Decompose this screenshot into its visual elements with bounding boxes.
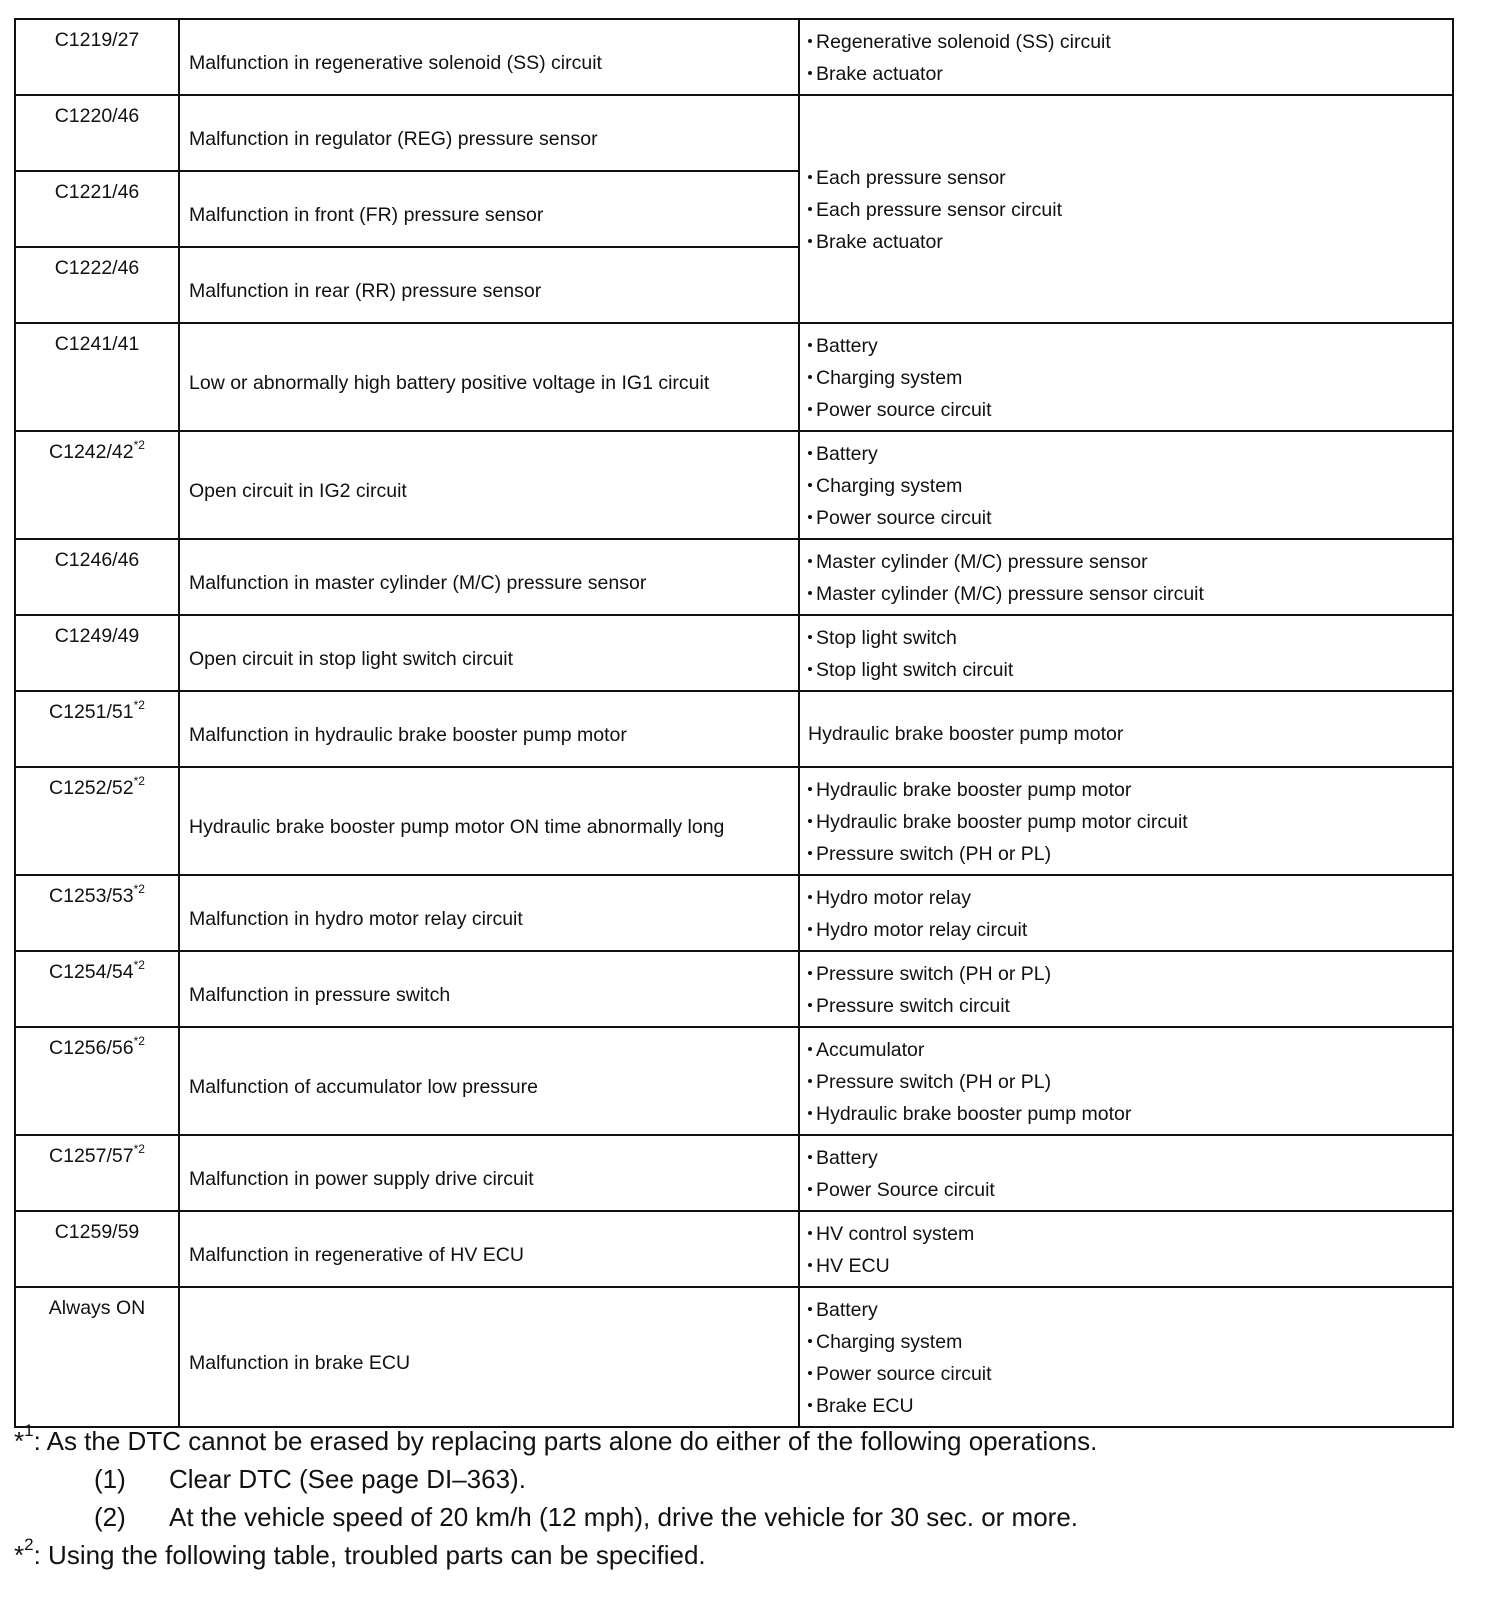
bullet-icon [808,1263,812,1267]
detection-item-cell [179,1027,799,1135]
dtc-code: C1221/46 [54,181,140,203]
footnotes [14,1422,1494,1574]
table-row [15,691,1453,767]
trouble-area-cell [799,19,1453,95]
trouble-area-item [808,470,1452,502]
detection-item: Malfunction in hydraulic brake booster pump motor [189,724,627,746]
trouble-area-text: Each pressure sensor [816,167,1006,189]
dtc-code-cell [15,247,179,323]
footnote-2 [14,1536,1494,1574]
detection-item-cell [179,1135,799,1211]
trouble-area-text: Hydraulic brake booster pump motor [816,1103,1132,1125]
dtc-code-cell [15,615,179,691]
trouble-area-text: Hydraulic brake booster pump motor [808,723,1124,745]
bullet-icon [808,1339,812,1343]
detection-item-cell [179,19,799,95]
bullet-icon [808,1155,812,1159]
trouble-area-text: Power source circuit [816,507,992,529]
bullet-icon [808,1079,812,1083]
trouble-area-text: Hydraulic brake booster pump motor circuit [816,811,1188,833]
bullet-icon [808,895,812,899]
detection-item: Malfunction in power supply drive circuit [189,1168,534,1190]
trouble-area-item [808,226,1452,258]
bullet-icon [808,1111,812,1115]
footnote-step [14,1460,1494,1498]
trouble-area-cell [799,1135,1453,1211]
trouble-area-item [808,578,1452,610]
trouble-area-item [808,1294,1452,1326]
detection-item-cell [179,1287,799,1427]
dtc-code: C1220/46 [54,105,140,127]
trouble-area-item [808,990,1452,1022]
detection-item-cell [179,323,799,431]
trouble-area-item [808,394,1452,426]
dtc-code: C1254/54 [49,961,134,983]
dtc-code-footnote: *2 [133,1033,145,1048]
footnote-1-mark: * [14,1426,25,1456]
trouble-area-text: Regenerative solenoid (SS) circuit [816,31,1111,53]
trouble-area-item [808,622,1452,654]
detection-item: Malfunction in regulator (REG) pressure sensor [189,128,598,150]
trouble-area-item [808,1034,1452,1066]
detection-item: Malfunction of accumulator low pressure [189,1075,538,1098]
table-row [15,539,1453,615]
trouble-area-text: Battery [816,1299,878,1321]
bullet-icon [808,407,812,411]
trouble-area-text: Pressure switch circuit [816,995,1010,1017]
trouble-area-item [808,654,1452,686]
trouble-area-item [808,26,1452,58]
bullet-icon [808,343,812,347]
dtc-code: C1256/56 [49,1037,134,1059]
bullet-icon [808,175,812,179]
table-row [15,19,1453,95]
table-row [15,431,1453,539]
bullet-icon [808,971,812,975]
bullet-icon [808,851,812,855]
trouble-area-cell [799,1211,1453,1287]
trouble-area-item [808,1066,1452,1098]
trouble-area-text: HV ECU [816,1255,890,1277]
bullet-icon [808,1187,812,1191]
detection-item-cell [179,951,799,1027]
bullet-icon [808,635,812,639]
dtc-code-footnote: *2 [133,881,145,896]
trouble-area-item [808,914,1452,946]
dtc-code-cell [15,171,179,247]
bullet-icon [808,927,812,931]
detection-item-cell [179,1211,799,1287]
trouble-area-item [808,162,1452,194]
bullet-icon [808,1307,812,1311]
dtc-code-cell [15,875,179,951]
trouble-area-item [808,1174,1452,1206]
dtc-code: C1252/52 [49,777,134,799]
footnote-step [14,1498,1494,1536]
trouble-area-cell [799,1027,1453,1135]
detection-item-cell [179,615,799,691]
detection-item: Malfunction in front (FR) pressure sensor [189,204,544,226]
detection-item-cell [179,767,799,875]
dtc-table [14,18,1454,1428]
trouble-area-cell [799,1287,1453,1427]
footnote-2-text: : Using the following table, troubled parts can be specified. [33,1540,706,1570]
detection-item-cell [179,247,799,323]
dtc-code: Always ON [48,1297,146,1319]
table-row [15,615,1453,691]
trouble-area-cell [799,691,1453,767]
dtc-code-cell [15,431,179,539]
step-number: (1) [94,1464,126,1494]
bullet-icon [808,1231,812,1235]
dtc-code: C1251/51 [49,701,134,723]
trouble-area-text: Power source circuit [816,1363,992,1385]
dtc-code-cell [15,95,179,171]
trouble-area-text: Stop light switch [816,627,957,649]
trouble-area-item [808,774,1452,806]
trouble-area-item [808,1358,1452,1390]
bullet-icon [808,375,812,379]
dtc-code: C1241/41 [54,333,140,355]
bullet-icon [808,515,812,519]
trouble-area-text: Battery [816,443,878,465]
dtc-code: C1222/46 [54,257,140,279]
trouble-area-item [808,546,1452,578]
trouble-area-text: Pressure switch (PH or PL) [816,843,1052,865]
detection-item-cell [179,539,799,615]
trouble-area-text: Charging system [816,367,963,389]
detection-item: Malfunction in master cylinder (M/C) pressure sensor [189,572,647,594]
trouble-area-text: Brake actuator [816,231,943,253]
detection-item: Hydraulic brake booster pump motor ON time abnormally long [189,815,725,838]
dtc-code: C1257/57 [49,1145,134,1167]
trouble-area-item [808,1142,1452,1174]
footnote-1-sup: 1 [24,1421,34,1441]
trouble-area-text: Brake actuator [816,63,943,85]
table-row [15,951,1453,1027]
dtc-code-cell [15,951,179,1027]
table-row [15,1211,1453,1287]
trouble-area-item [808,882,1452,914]
table-row [15,95,1453,171]
table-row [15,875,1453,951]
bullet-icon [808,451,812,455]
trouble-area-cell [799,615,1453,691]
dtc-code-cell [15,691,179,767]
detection-item-cell [179,431,799,539]
bullet-icon [808,483,812,487]
step-text: At the vehicle speed of 20 km/h (12 mph), drive the vehicle for 30 sec. or more. [169,1502,1078,1532]
trouble-area-text: Each pressure sensor circuit [816,199,1063,221]
dtc-code-footnote: *2 [133,697,145,712]
bullet-icon [808,819,812,823]
table-row [15,1287,1453,1427]
detection-item: Malfunction in pressure switch [189,984,451,1006]
dtc-code: C1242/42 [49,441,134,463]
detection-item-cell [179,875,799,951]
bullet-icon [808,667,812,671]
trouble-area-text: Accumulator [816,1039,925,1061]
trouble-area-cell [799,95,1453,323]
trouble-area-text: Charging system [816,1331,963,1353]
step-text: Clear DTC (See page DI–363). [169,1464,526,1494]
trouble-area-cell [799,951,1453,1027]
dtc-code: C1249/49 [54,625,140,647]
detection-item-cell [179,95,799,171]
trouble-area-text: Master cylinder (M/C) pressure sensor [816,551,1148,573]
footnote-2-sup: 2 [24,1535,34,1555]
detection-item: Malfunction in regenerative of HV ECU [189,1244,524,1266]
trouble-area-text: Pressure switch (PH or PL) [816,963,1052,985]
trouble-area-item [808,1218,1452,1250]
trouble-area-item [808,806,1452,838]
trouble-area-cell [799,323,1453,431]
detection-item: Open circuit in stop light switch circuit [189,648,514,670]
bullet-icon [808,1003,812,1007]
footnote-1 [14,1422,1494,1460]
dtc-code-cell [15,1211,179,1287]
bullet-icon [808,559,812,563]
dtc-code-cell [15,19,179,95]
bullet-icon [808,1403,812,1407]
trouble-area-text: Hydraulic brake booster pump motor [816,779,1132,801]
trouble-area-item [808,1326,1452,1358]
trouble-area-item [808,502,1452,534]
bullet-icon [808,787,812,791]
dtc-code: C1259/59 [54,1221,140,1243]
trouble-area-cell [799,539,1453,615]
trouble-area-text: Power Source circuit [816,1179,995,1201]
dtc-code-footnote: *2 [133,1141,145,1156]
dtc-code: C1253/53 [49,885,134,907]
trouble-area-text: Brake ECU [816,1395,914,1417]
bullet-icon [808,1371,812,1375]
trouble-area-text: Battery [816,335,878,357]
detection-item-cell [179,171,799,247]
detection-item: Low or abnormally high battery positive voltage in IG1 circuit [189,371,710,394]
dtc-code-cell [15,1135,179,1211]
dtc-code-cell [15,1287,179,1427]
trouble-area-item [808,1250,1452,1282]
dtc-code-footnote: *2 [133,773,145,788]
trouble-area-item [808,1098,1452,1130]
table-row [15,1027,1453,1135]
detection-item: Malfunction in rear (RR) pressure sensor [189,280,542,302]
bullet-icon [808,207,812,211]
dtc-code-footnote: *2 [133,957,145,972]
table-row [15,1135,1453,1211]
trouble-area-item [808,58,1452,90]
trouble-area-text: Battery [816,1147,878,1169]
table-row [15,323,1453,431]
trouble-area-item [808,438,1452,470]
footnote-2-mark: * [14,1540,25,1570]
detection-item: Malfunction in hydro motor relay circuit [189,908,523,930]
trouble-area-text: Master cylinder (M/C) pressure sensor circuit [816,583,1204,605]
table-row [15,767,1453,875]
trouble-area-text: Charging system [816,475,963,497]
dtc-code-cell [15,767,179,875]
trouble-area-text: Power source circuit [816,399,992,421]
trouble-area-text: Hydro motor relay circuit [816,919,1028,941]
trouble-area-cell [799,767,1453,875]
trouble-area-item [808,194,1452,226]
trouble-area-item [808,958,1452,990]
trouble-area-item [808,838,1452,870]
trouble-area-text: Stop light switch circuit [816,659,1014,681]
dtc-code: C1246/46 [54,549,140,571]
bullet-icon [808,591,812,595]
detection-item-cell [179,691,799,767]
trouble-area-text: Pressure switch (PH or PL) [816,1071,1052,1093]
trouble-area-text: HV control system [816,1223,975,1245]
bullet-icon [808,39,812,43]
dtc-code-cell [15,323,179,431]
bullet-icon [808,1047,812,1051]
trouble-area-text: Hydro motor relay [816,887,971,909]
dtc-code-cell [15,539,179,615]
dtc-code-cell [15,1027,179,1135]
bullet-icon [808,71,812,75]
trouble-area-item [808,1390,1452,1422]
trouble-area-item [808,362,1452,394]
detection-item: Open circuit in IG2 circuit [189,479,407,502]
step-number: (2) [94,1502,126,1532]
trouble-area-cell [799,875,1453,951]
footnote-1-text: : As the DTC cannot be erased by replacing parts alone do either of the following operations. [33,1426,1098,1456]
dtc-code-footnote: *2 [133,437,145,452]
bullet-icon [808,239,812,243]
dtc-table-body [15,19,1453,1427]
detection-item: Malfunction in regenerative solenoid (SS) circuit [189,52,602,74]
detection-item: Malfunction in brake ECU [189,1351,411,1374]
dtc-code: C1219/27 [54,29,140,51]
trouble-area-item [808,330,1452,362]
trouble-area-cell [799,431,1453,539]
